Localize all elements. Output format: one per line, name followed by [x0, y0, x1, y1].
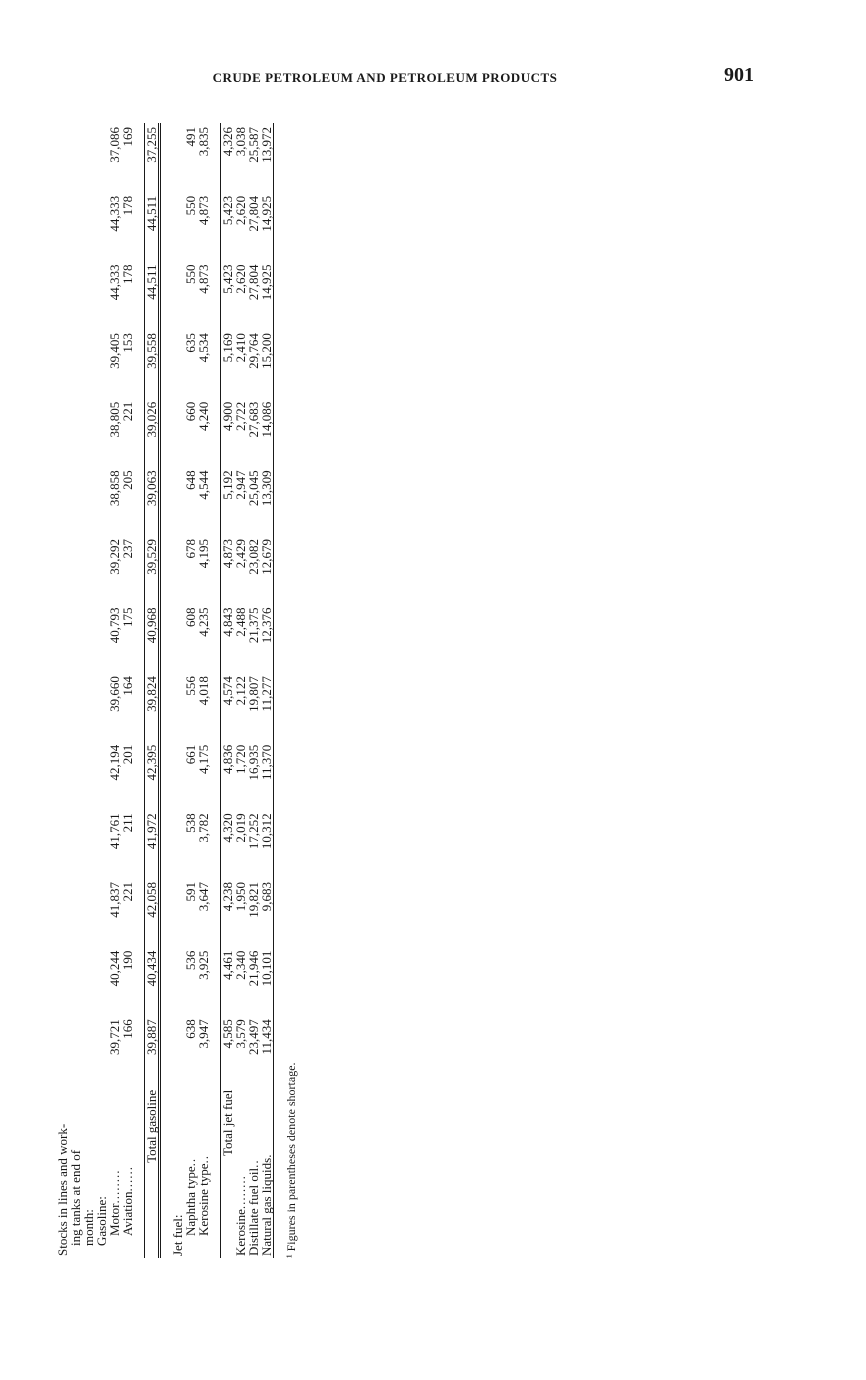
heading-line: Stocks in lines and work-: [55, 1123, 70, 1256]
value-cell: 221: [120, 881, 135, 902]
value-cell: 538: [183, 813, 198, 833]
value-cell: 2,722: [233, 401, 248, 431]
value-cell: 37,255: [145, 123, 160, 192]
value-cell: 9,683: [260, 878, 274, 947]
value-cell: 638: [183, 1019, 198, 1039]
value-cell: 39,824: [145, 672, 160, 741]
value-cell: 4,873: [196, 264, 211, 294]
value-cell: 166: [120, 1019, 135, 1039]
value-cell: 3,835: [196, 127, 211, 157]
value-cell: 556: [183, 676, 198, 696]
value-cell: 164: [120, 676, 135, 696]
value-cell: 19,807: [246, 676, 261, 712]
label-text: Distillate fuel oil: [246, 1167, 261, 1256]
value-cell: 4,175: [196, 744, 211, 775]
value-cell: 237: [120, 538, 135, 559]
value-cell: 40,434: [145, 947, 160, 1016]
value-cell: 39,529: [145, 535, 160, 604]
value-cell: 550: [183, 195, 198, 216]
value-cell: 5,423: [221, 261, 235, 330]
value-cell: 27,683: [246, 401, 261, 438]
value-cell: 4,195: [196, 538, 211, 569]
value-cell: 39,721: [107, 1019, 122, 1055]
value-cell: 4,320: [221, 809, 235, 878]
value-cell: 11,370: [260, 741, 274, 810]
value-cell: 44,511: [145, 261, 160, 330]
value-cell: 2,947: [233, 470, 248, 500]
table-body: [56, 123, 274, 1258]
value-cell: 39,887: [145, 1015, 160, 1084]
value-cell: 4,461: [221, 947, 235, 1016]
value-cell: 201: [120, 744, 135, 765]
value-cell: 12,679: [260, 535, 274, 604]
label-text: Aviation: [120, 1191, 135, 1236]
leader-dots: .: [259, 1153, 274, 1158]
value-cell: 648: [183, 470, 198, 490]
value-cell: 660: [183, 401, 198, 422]
value-cell: 37,086: [107, 127, 122, 163]
row-label: [197, 1084, 210, 1258]
value-cell: 4,544: [196, 470, 211, 500]
value-cell: 23,497: [246, 1019, 261, 1055]
value-cell: 4,534: [196, 333, 211, 363]
value-cell: 175: [120, 607, 135, 628]
value-cell: 38,805: [107, 401, 122, 438]
leader-dots: ..: [196, 1154, 211, 1164]
value-cell: 27,804: [246, 264, 261, 301]
value-cell: 17,252: [246, 813, 261, 850]
value-cell: 38,858: [107, 470, 122, 507]
heading-cell: [56, 1084, 108, 1258]
value-cell: 21,375: [246, 607, 261, 644]
value-cell: 41,972: [145, 809, 160, 878]
value-cell: 4,326: [221, 123, 235, 192]
page-number: 901: [724, 64, 754, 86]
value-cell: 3,647: [196, 881, 211, 912]
value-cell: 27,804: [246, 195, 261, 232]
value-cell: 25,045: [246, 470, 261, 507]
value-cell: 41,761: [107, 813, 122, 850]
value-cell: 178: [120, 264, 135, 284]
value-cell: 39,026: [145, 398, 160, 467]
value-cell: 44,511: [145, 192, 160, 261]
value-cell: 661: [183, 744, 198, 765]
label-text: Kerosine: [233, 1209, 248, 1256]
value-cell: 169: [120, 127, 135, 147]
value-cell: 205: [120, 470, 135, 490]
value-cell: 2,340: [233, 950, 248, 980]
value-cell: 221: [120, 401, 135, 422]
value-cell: 23,082: [246, 538, 261, 575]
label-text: Motor: [107, 1203, 122, 1236]
stocks-table: [56, 123, 274, 1258]
jet-fuel-label: Jet fuel:: [170, 1214, 185, 1256]
value-cell: 2,620: [233, 195, 248, 226]
value-cell: 2,410: [233, 333, 248, 363]
leader-dots: ..: [183, 1157, 198, 1167]
value-cell: 153: [120, 333, 135, 353]
value-cell: 15,200: [260, 329, 274, 398]
value-cell: 211: [120, 813, 135, 833]
value-cell: 14,925: [260, 192, 274, 261]
value-cell: 190: [120, 950, 135, 971]
row-label: [221, 1084, 235, 1258]
footnote: ¹ Figures in parentheses denote shortage.: [284, 1062, 298, 1258]
label-text: Naphtha type: [183, 1166, 198, 1236]
spacer-row: [160, 123, 172, 1258]
value-cell: 4,843: [221, 604, 235, 673]
value-cell: 41,837: [107, 881, 122, 918]
value-cell: 19,821: [246, 881, 261, 918]
label-text: Natural gas liquids: [259, 1157, 274, 1256]
value-cell: 11,277: [260, 672, 274, 741]
leader-dots: ..: [246, 1159, 261, 1168]
table-row-heading: [56, 123, 108, 1258]
value-cell: 42,058: [145, 878, 160, 947]
value-cell: 13,972: [260, 123, 274, 192]
value-cell: 5,192: [221, 466, 235, 535]
value-cell: 14,925: [260, 261, 274, 330]
value-cell: 39,660: [107, 676, 122, 712]
value-cell: 12,376: [260, 604, 274, 673]
running-head: CRUDE PETROLEUM AND PETROLEUM PRODUCTS: [212, 70, 558, 85]
value-cell: 40,968: [145, 604, 160, 673]
value-cell: 591: [183, 881, 198, 902]
value-cell: 4,018: [196, 676, 211, 706]
value-cell: 3,579: [233, 1019, 248, 1049]
row-label: [145, 1084, 160, 1258]
gasoline-label: Gasoline:: [94, 1196, 109, 1246]
value-cell: 1,950: [233, 881, 248, 912]
value-cell: 4,873: [221, 535, 235, 604]
value-cell: 3,947: [196, 1019, 211, 1049]
value-cell: 178: [120, 195, 135, 216]
value-cell: 2,429: [233, 538, 248, 569]
label-text: Total jet fuel: [220, 1089, 235, 1157]
value-cell: 2,019: [233, 813, 248, 843]
value-cell: 42,194: [107, 744, 122, 781]
value-cell: 4,836: [221, 741, 235, 810]
table-row-total-gasoline: [145, 123, 160, 1258]
value-cell: 2,620: [233, 264, 248, 294]
value-cell: 16,935: [246, 744, 261, 781]
value-cell: 4,574: [221, 672, 235, 741]
value-cell: 5,169: [221, 329, 235, 398]
leader-dots: ........: [233, 1175, 248, 1210]
value-cell: 4,235: [196, 607, 211, 637]
value-cell: 14,086: [260, 398, 274, 467]
value-cell: 29,764: [246, 333, 261, 369]
heading-line: month:: [81, 1209, 96, 1246]
row-label: [121, 1084, 134, 1258]
heading-line: ing tanks at end of: [68, 1149, 83, 1246]
value-cell: 4,873: [196, 195, 211, 226]
table-row-aviation: [121, 123, 134, 1258]
value-cell: 550: [183, 264, 198, 284]
value-cell: 635: [183, 333, 198, 353]
value-cell: 2,488: [233, 607, 248, 637]
value-cell: 13,309: [260, 466, 274, 535]
value-cell: 1,720: [233, 744, 248, 775]
value-cell: 678: [183, 538, 198, 559]
value-cell: 3,925: [196, 950, 211, 980]
spacer-row: [134, 123, 145, 1258]
value-cell: 39,405: [107, 333, 122, 369]
row-label: [260, 1084, 274, 1258]
spacer-row: [210, 123, 221, 1258]
value-cell: 10,312: [260, 809, 274, 878]
value-cell: 39,063: [145, 466, 160, 535]
value-cell: 44,333: [107, 195, 122, 232]
value-cell: 21,946: [246, 950, 261, 987]
table-row-kerosine-type: [197, 123, 210, 1258]
value-cell: 40,244: [107, 950, 122, 987]
value-cell: 491: [183, 127, 198, 147]
rotated-table-region: [55, 123, 298, 1258]
label-text: Total gasoline: [144, 1089, 159, 1163]
value-cell: 44,333: [107, 264, 122, 301]
value-cell: 3,038: [233, 127, 248, 157]
value-cell: 11,434: [260, 1015, 274, 1084]
table-row-ngl: [260, 123, 274, 1258]
value-cell: 10,101: [260, 947, 274, 1016]
value-cell: 608: [183, 607, 198, 628]
value-cell: 25,587: [246, 127, 261, 163]
value-cell: 40,793: [107, 607, 122, 644]
value-cell: 42,395: [145, 741, 160, 810]
leader-dots: ........: [107, 1169, 122, 1204]
value-cell: 5,423: [221, 192, 235, 261]
leader-dots: ......: [120, 1165, 135, 1192]
value-cell: 39,558: [145, 329, 160, 398]
value-cell: 536: [183, 950, 198, 971]
value-cell: 4,585: [221, 1015, 235, 1084]
table-row-total-jet: [221, 123, 235, 1258]
value-cell: 4,240: [196, 401, 211, 431]
value-cell: 39,292: [107, 538, 122, 575]
value-cell: 2,122: [233, 676, 248, 706]
value-cell: 4,900: [221, 398, 235, 467]
value-cell: 3,782: [196, 813, 211, 843]
value-cell: 4,238: [221, 878, 235, 947]
label-text: Kerosine type: [196, 1163, 211, 1236]
